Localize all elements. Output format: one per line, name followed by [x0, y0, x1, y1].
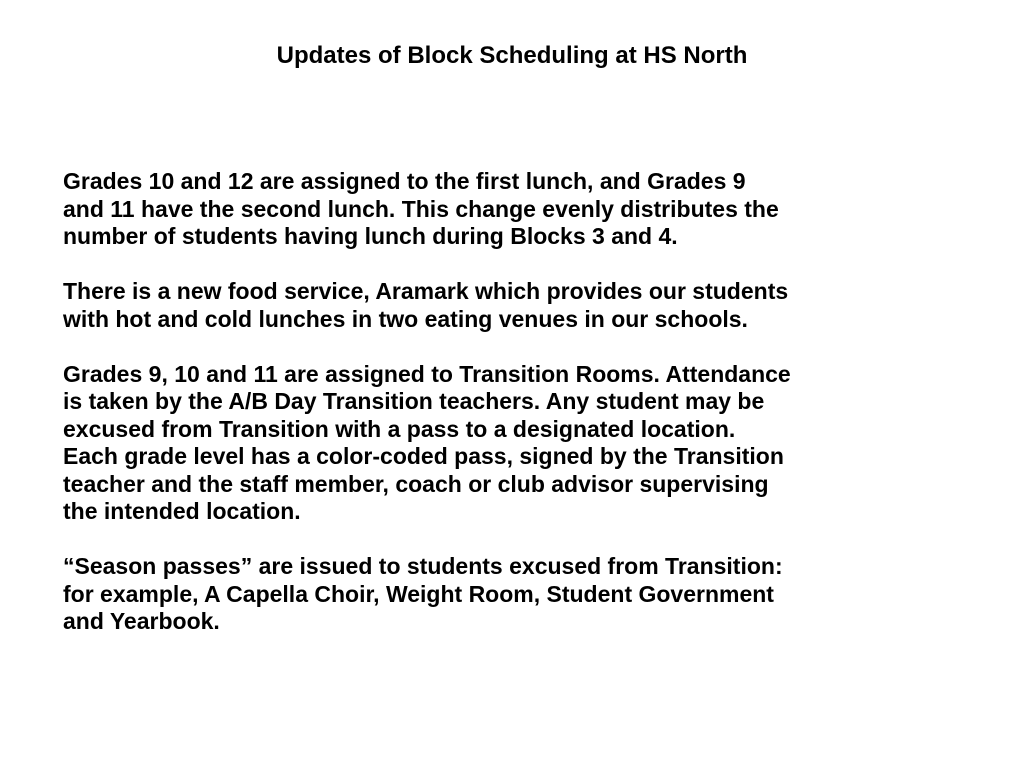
slide-title: Updates of Block Scheduling at HS North — [276, 42, 748, 69]
paragraph-lunch-schedule: Grades 10 and 12 are assigned to the first lunch, and Grades 9 and 11 have the second lunch. This change evenly distributes the number of students having lunch during Blocks 3 and 4. — [63, 168, 779, 249]
paragraph-transition-rooms: Grades 9, 10 and 11 are assigned to Transition Rooms. Attendance is taken by the A/B Day Transition teachers. Any student may be excused from Transition with a pass to a designated location. Each grade level has a color-coded pass, signed by the Transition teacher and the staff member, coach or club advisor supervising the intended location. — [63, 360, 791, 524]
paragraph-season-passes: “Season passes” are issued to students excused from Transition: for example, A Capella Choir, Weight Room, Student Government and Yearbook. — [63, 553, 783, 634]
slide-body — [63, 168, 973, 636]
paragraph-food-service: There is a new food service, Aramark which provides our students with hot and cold lunches in two eating venues in our schools. — [63, 278, 789, 332]
